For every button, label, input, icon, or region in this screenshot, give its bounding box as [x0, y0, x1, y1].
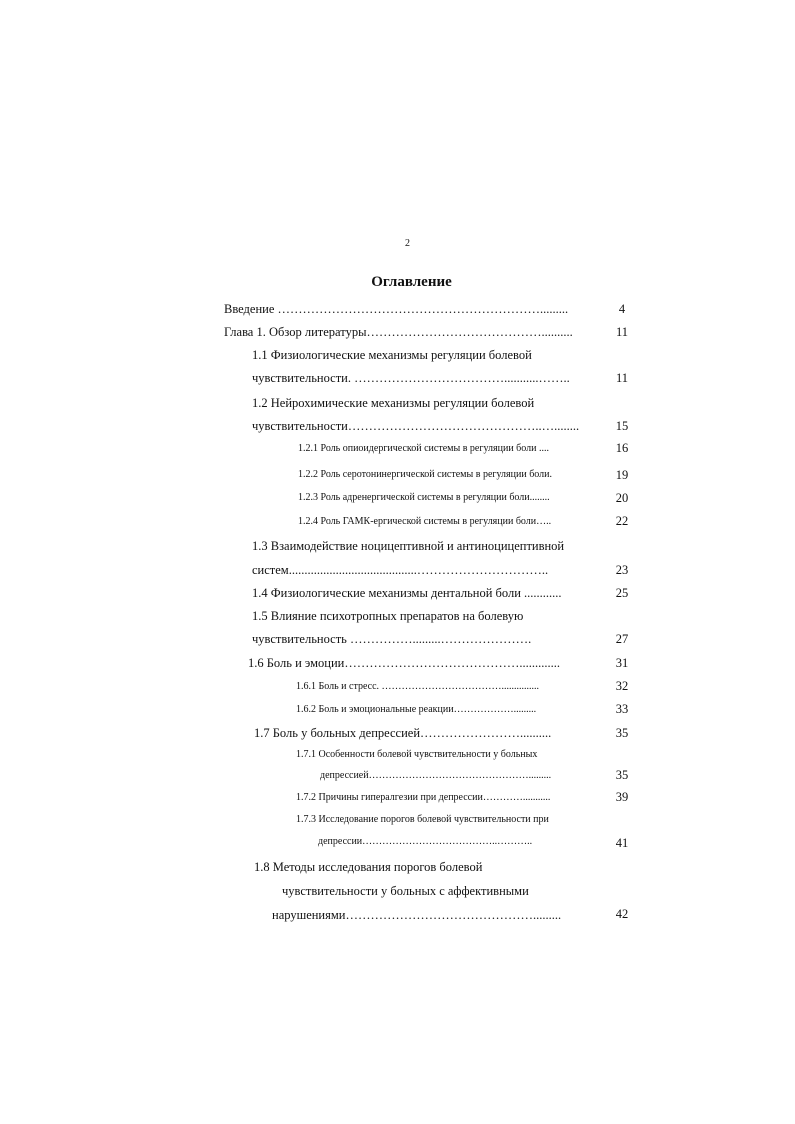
toc-entry-page: 42: [615, 907, 629, 921]
toc-entry-text: чувствительности………………………………………..…........: [252, 419, 580, 433]
toc-entry-page: 39: [615, 790, 629, 804]
toc-entry-page: 33: [615, 702, 629, 716]
toc-entry-text: 1.2.3 Роль адренергической системы в регуляции боли........: [298, 492, 550, 503]
toc-entry-text: 1.2.4 Роль ГАМК-ергической системы в регуляции боли…..: [298, 516, 552, 527]
toc-entry-text: 1.2.2 Роль серотонинергической системы в регуляции боли.: [298, 469, 552, 480]
toc-entry-page: 25: [615, 586, 629, 600]
toc-entry-text: систем.........................................…………………………..: [252, 563, 549, 577]
page-number: 2: [405, 238, 410, 249]
toc-entry-text: чувствительности. ………………………………...........……..: [252, 371, 570, 385]
toc-entry-text: депрессией………………………………………….........: [320, 770, 552, 781]
toc-entry-text: 1.2 Нейрохимические механизмы регуляции болевой: [252, 396, 535, 410]
toc-entry-text: 1.6.2 Боль и эмоциональные реакции……………….........: [296, 704, 537, 715]
toc-entry-text: Глава 1. Обзор литературы……………………………………..........: [224, 325, 573, 339]
toc-entry-page: 16: [615, 441, 629, 455]
toc-entry-page: 11: [615, 325, 629, 339]
toc-entry-page: 35: [615, 768, 629, 782]
toc-entry-page: 31: [615, 656, 629, 670]
toc-entry-text: нарушениями……………………………………….........: [272, 908, 562, 922]
toc-entry-page: 15: [615, 419, 629, 433]
toc-entry-text: 1.1 Физиологические механизмы регуляции болевой: [252, 348, 532, 362]
toc-title: Оглавление: [371, 274, 452, 290]
toc-entry-text: 1.3 Взаимодействие ноцицептивной и антиноцицептивной: [252, 539, 565, 553]
toc-entry-text: 1.8 Методы исследования порогов болевой: [254, 860, 483, 874]
toc-entry-text: 1.7.3 Исследование порогов болевой чувствительности при: [296, 814, 549, 825]
toc-entry-text: 1.7.2 Причины гипералгезии при депрессии…………...........: [296, 792, 551, 803]
toc-entry-text: 1.7.1 Особенности болевой чувствительности у больных: [296, 749, 538, 760]
toc-entry-text: 1.5 Влияние психотропных препаратов на болевую: [252, 609, 524, 623]
toc-entry-page: 4: [618, 302, 626, 316]
toc-entry-text: 1.6.1 Боль и стресс. ………………………………...............: [296, 681, 540, 692]
toc-entry-text: Введение ……………………………………………………….........: [224, 302, 569, 316]
toc-entry-page: 32: [615, 679, 629, 693]
toc-entry-text: депрессии…………………………………..………..: [318, 836, 533, 847]
toc-entry-page: 23: [615, 563, 629, 577]
toc-entry-text: чувствительность …………….........………………….: [252, 632, 532, 646]
toc-entry-page: 11: [615, 371, 629, 385]
toc-entry-page: 35: [615, 726, 629, 740]
toc-entry-page: 27: [615, 632, 629, 646]
toc-entry-page: 19: [615, 468, 629, 482]
toc-entry-page: 22: [615, 514, 629, 528]
toc-entry-page: 20: [615, 491, 629, 505]
toc-entry-text: 1.2.1 Роль опиоидергической системы в регуляции боли ....: [298, 443, 549, 454]
toc-entry-text: чувствительности у больных с аффективными: [282, 884, 529, 898]
toc-entry-page: 41: [615, 836, 629, 850]
toc-entry-text: 1.7 Боль у больных депрессией……………………..........: [254, 726, 552, 740]
toc-entry-text: 1.6 Боль и эмоции…………………………………….............: [248, 656, 560, 670]
toc-entry-text: 1.4 Физиологические механизмы дентальной боли ............: [252, 586, 562, 600]
